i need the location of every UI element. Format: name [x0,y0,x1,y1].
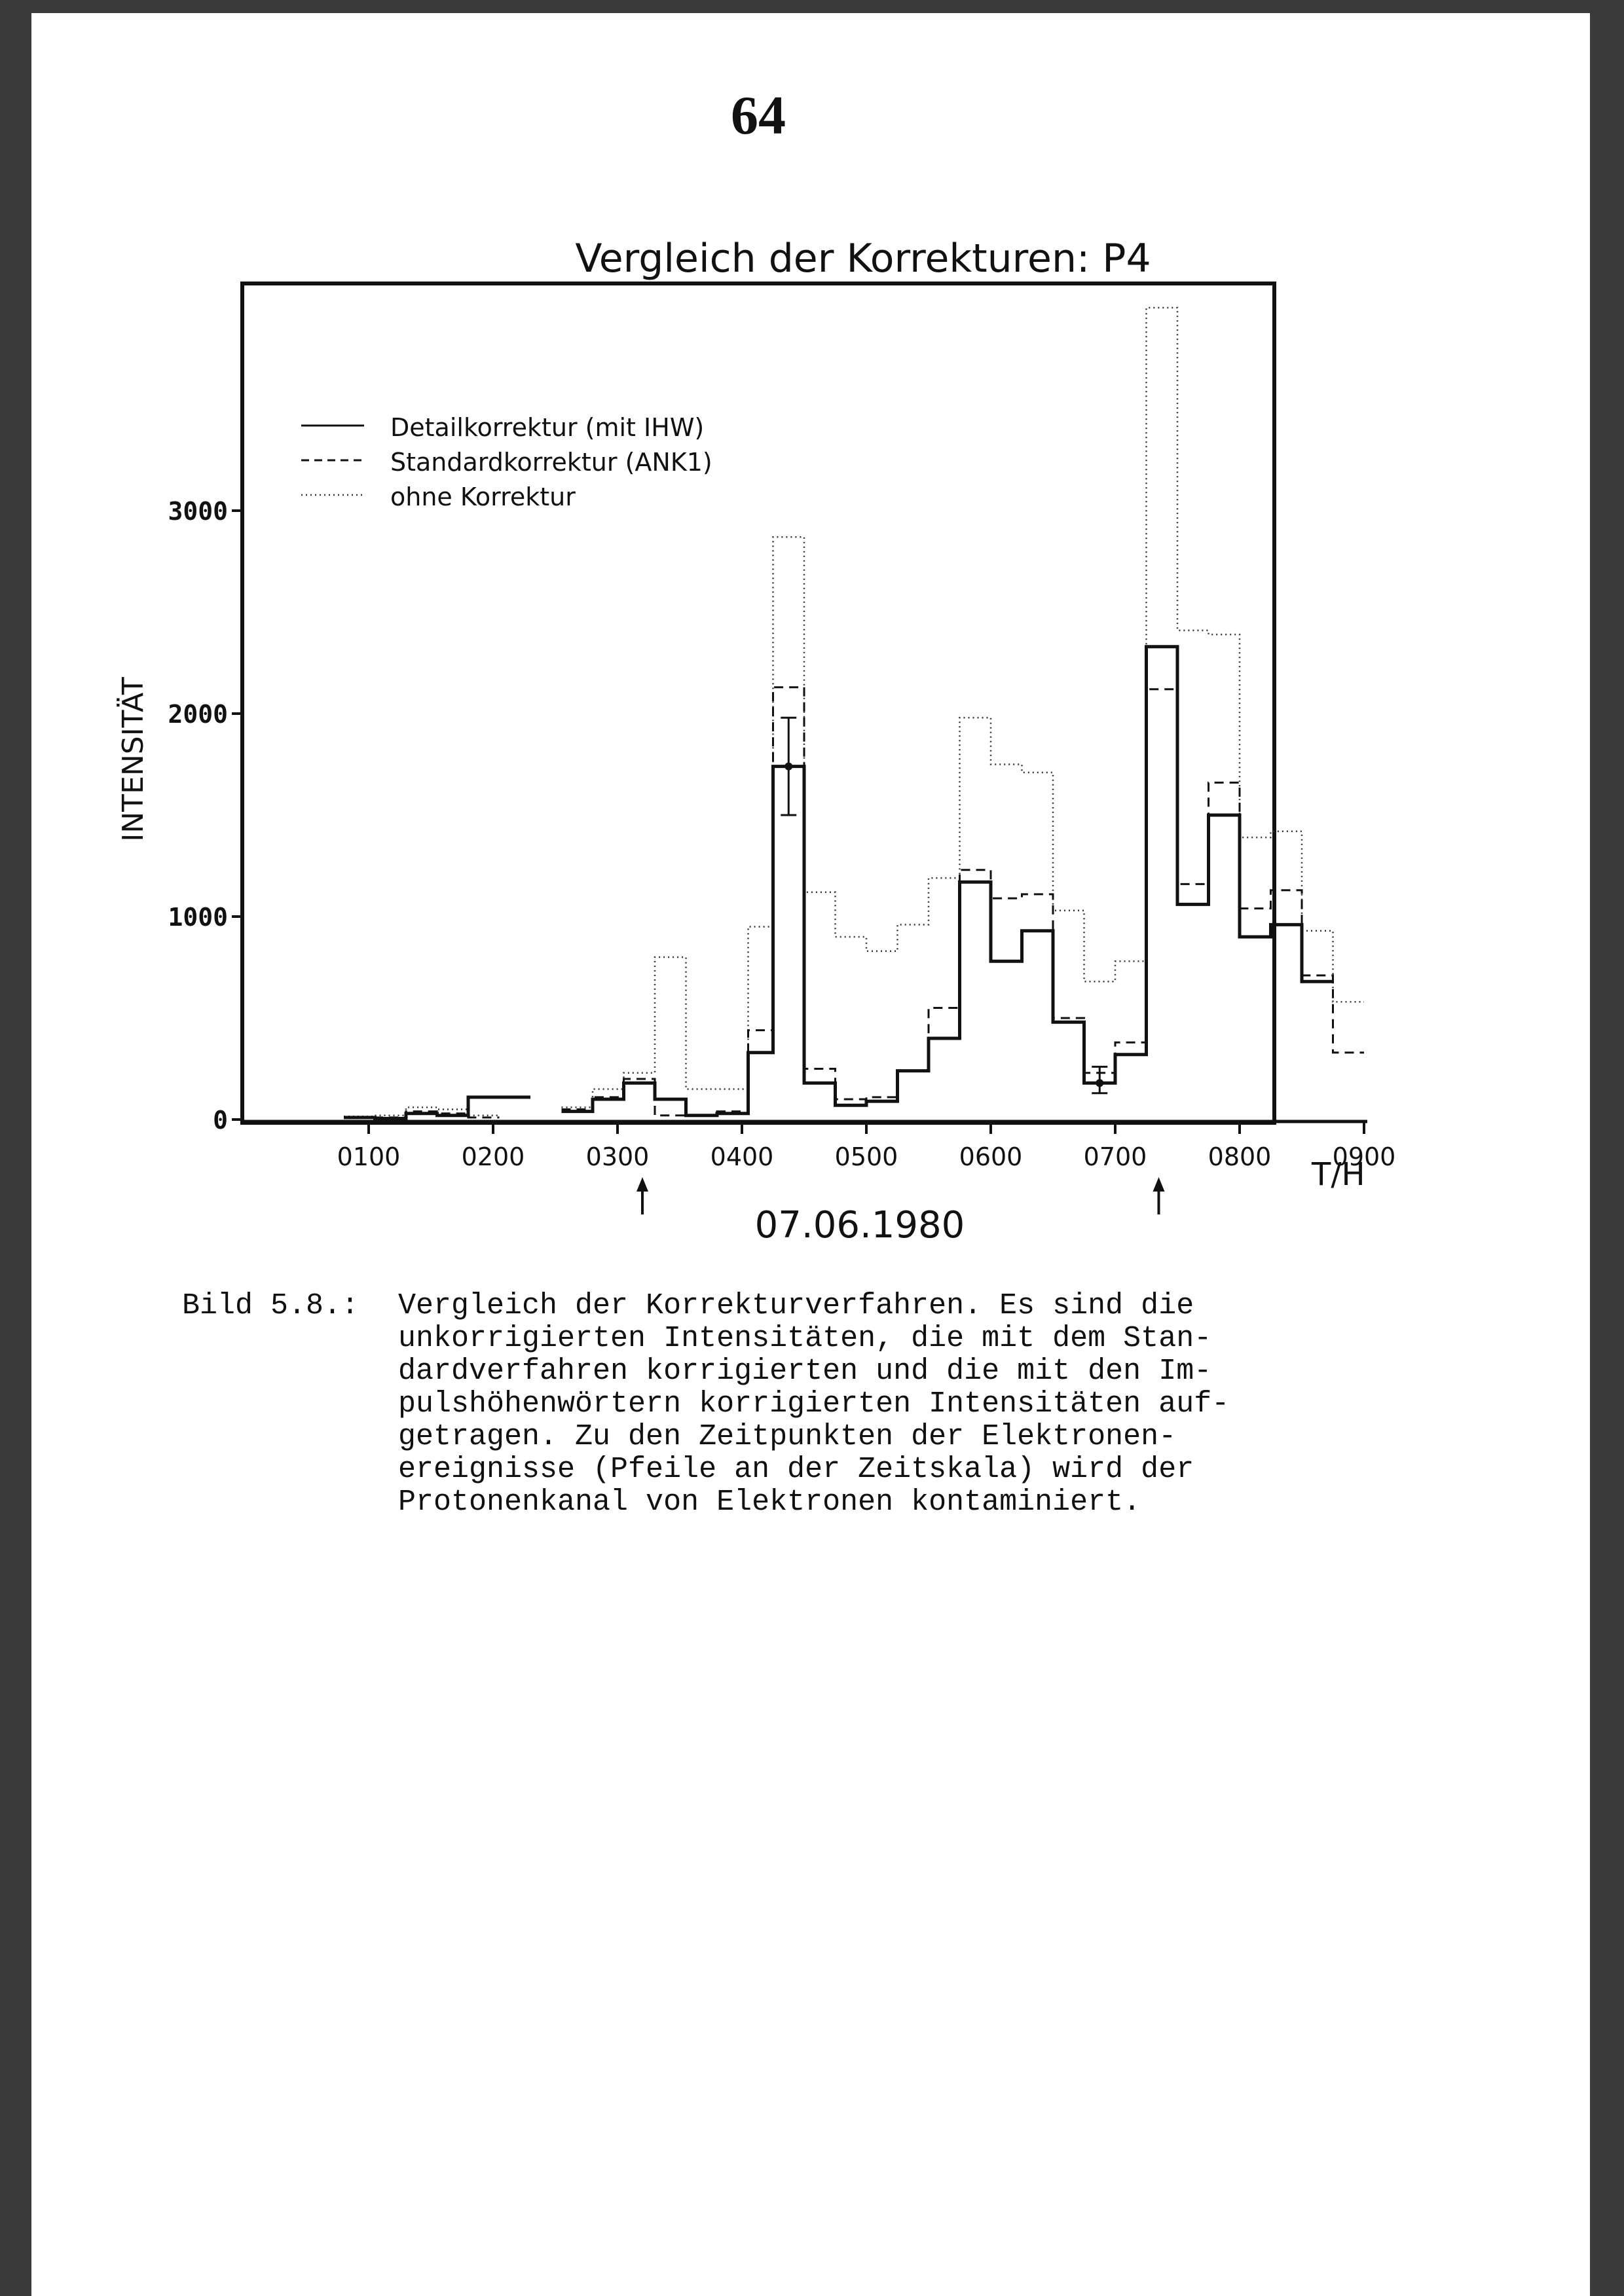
legend [301,413,712,511]
error-bar [1092,1066,1107,1093]
x-tick-label: 0200 [461,1142,525,1171]
series-solid-line [344,647,1333,1119]
error-bar-point [1096,1079,1103,1087]
x-tick-label: 0300 [585,1142,650,1171]
legend-label-none: ohne Korrektur [390,483,576,511]
caption-label: Bild 5.8.: [182,1289,360,1322]
x-tick-label: 0800 [1208,1142,1272,1171]
page-number: 64 [731,85,786,146]
chart [31,13,1590,1244]
caption-line: pulshöhenwörtern korrigierten Intensitäten auf- [398,1387,1230,1421]
axis-layer [168,497,1395,1214]
x-tick-label: 0500 [834,1142,898,1171]
date-label: 07.06.1980 [754,1204,965,1244]
chart-title: Vergleich der Korrekturen: P4 [575,236,1151,282]
caption-line: dardverfahren korrigierten und die mit den Im- [398,1355,1212,1388]
y-axis-label: INTENSITÄT [117,677,150,842]
y-tick-label: 1000 [168,903,228,932]
event-arrow-head [1153,1177,1165,1192]
y-tick-label: 2000 [168,700,228,729]
caption-line: Vergleich der Korrekturverfahren. Es sind die [398,1289,1194,1322]
caption-text [398,1290,1229,1519]
x-axis-label: T/H [1312,1156,1365,1193]
error-bar-point [784,763,792,771]
event-arrow-head [637,1177,648,1192]
event-arrow-icon [1153,1177,1165,1214]
y-tick-label: 0 [213,1106,228,1135]
document-page [31,13,1590,2296]
series-dashed-line [344,687,1364,1118]
caption-line: Protonenkanal von Elektronen kontaminiert. [398,1485,1141,1519]
caption-line: getragen. Zu den Zeitpunkten der Elektronen- [398,1420,1177,1453]
x-tick-label: 0700 [1083,1142,1147,1171]
x-tick-label: 0400 [710,1142,774,1171]
legend-label-standard: Standardkorrektur (ANK1) [390,448,712,477]
x-tick-label: 0900 [1332,1142,1396,1171]
caption-line: unkorrigierten Intensitäten, die mit dem Stan- [398,1322,1212,1355]
x-tick-label: 0600 [959,1142,1023,1171]
y-tick-label: 3000 [168,497,228,526]
plot-frame [242,283,1274,1123]
caption-line: ereignisse (Pfeile an der Zeitskala) wird der [398,1453,1194,1486]
x-tick-label: 0100 [337,1142,401,1171]
event-arrow-icon [637,1177,648,1214]
legend-label-detail: Detailkorrektur (mit IHW) [390,413,705,442]
